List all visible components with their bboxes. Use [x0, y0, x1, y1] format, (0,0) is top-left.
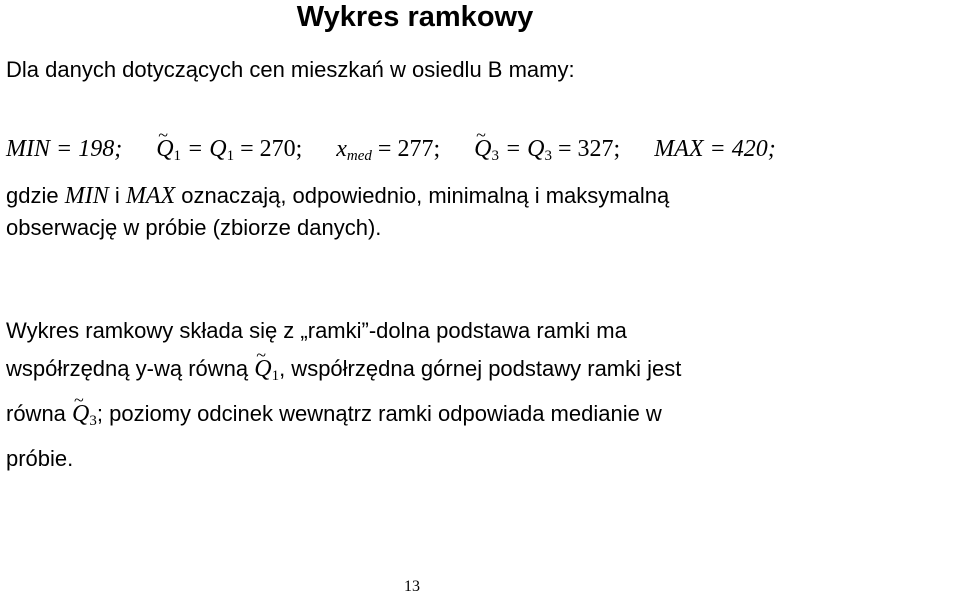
- median-expression: $x_{med} = 277$;: [336, 136, 441, 164]
- page-number: 13: [404, 578, 420, 595]
- min-value: MIN = 198;: [6, 136, 123, 162]
- q3-expression: ~ $Q_3 = Q_3 = 327$;: [474, 136, 620, 162]
- statistics-formula: [6, 133, 776, 172]
- definition-paragraph: gdzie MIN i MAX oznaczają, odpowiednio, minimalną i maksymalną obserwację w próbie (zbiorze danych).: [6, 183, 670, 240]
- q1-expression: ~ $Q_1 = Q_1 = 270$;: [156, 136, 302, 162]
- max-value: MAX = 420;: [654, 136, 776, 162]
- intro-text: Dla danych dotyczących cen mieszkań w osiedlu B mamy:: [6, 57, 575, 82]
- boxplot-description-paragraph: Wykres ramkowy składa się z „ramki”-dolna podstawa ramki ma współrzędną y-wą równą ~ $Q_1$, współrzędna górnej podstawy ramki jest równa ~ $Q_3$; poziomy odcinek wewnątrz ramki odpowiada medianie w próbie.: [6, 312, 906, 478]
- slide-title: Wykres ramkowy: [296, 1, 534, 33]
